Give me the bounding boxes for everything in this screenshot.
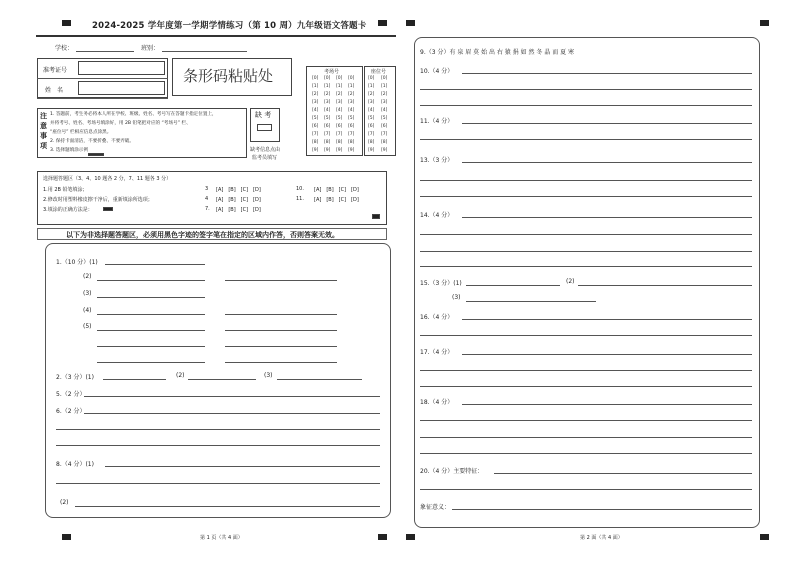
fill-example — [88, 153, 104, 156]
q14-label: 14.（4 分） — [420, 212, 454, 219]
q16-answer-1[interactable] — [462, 319, 752, 320]
name-label: 姓 名 — [45, 87, 64, 94]
divider — [37, 78, 168, 79]
q6-answer-3[interactable] — [56, 445, 380, 446]
digit-bubble[interactable]: [3] — [348, 100, 355, 105]
q16-answer-2[interactable] — [420, 335, 752, 336]
digit-bubble[interactable]: [4] — [368, 108, 375, 113]
notice-item: “座位号” 栏相应信息点涂黑。 — [50, 130, 112, 135]
choice-title: 选择题答题区（3、4、10 题各 2 分，7、11 题各 3 分） — [43, 176, 172, 182]
digit-bubble[interactable]: [0] — [348, 76, 355, 81]
correct-fill-example — [103, 207, 113, 211]
answer-area-page2 — [414, 37, 760, 528]
q20-answer-2[interactable] — [420, 489, 752, 490]
q1-answer-4[interactable] — [97, 314, 205, 315]
corner-mark — [378, 534, 387, 540]
choice-q: 10. — [296, 186, 304, 192]
q18-label: 18.（4 分） — [420, 399, 454, 406]
q18-answer-2[interactable] — [420, 420, 752, 421]
q11-label: 11.（4 分） — [420, 118, 454, 125]
digit-bubble[interactable]: [2] — [312, 92, 319, 97]
q20-answer-1[interactable] — [494, 473, 752, 474]
notice-label-char: 事 — [40, 132, 47, 140]
q8-answer-1[interactable] — [105, 466, 380, 467]
choice-options[interactable]: [A] [B] [C] [D] — [314, 187, 359, 193]
q6-label: 6.（2 分） — [56, 408, 86, 415]
q10-label: 10.（4 分） — [420, 68, 454, 75]
q6-answer-1[interactable] — [84, 413, 380, 414]
digit-bubble[interactable]: [1] — [324, 84, 331, 89]
digit-bubble[interactable]: [9] — [348, 148, 355, 153]
digit-bubble[interactable]: [7] — [381, 132, 388, 137]
q1-sub: (2) — [83, 273, 92, 280]
digit-bubble[interactable]: [2] — [324, 92, 331, 97]
digit-bubble[interactable]: [3] — [368, 100, 375, 105]
q17-answer-2[interactable] — [420, 370, 752, 371]
q20-label: 20.（4 分）主要特征： — [420, 468, 484, 475]
digit-bubble[interactable]: [9] — [336, 148, 343, 153]
q5-label: 5.（2 分） — [56, 391, 86, 398]
digit-bubble[interactable]: [5] — [324, 116, 331, 121]
digit-bubble[interactable]: [8] — [324, 140, 331, 145]
digit-bubble[interactable]: [2] — [348, 92, 355, 97]
digit-bubble[interactable]: [0] — [324, 76, 331, 81]
digit-bubble[interactable]: [6] — [381, 124, 388, 129]
digit-bubble[interactable]: [5] — [368, 116, 375, 121]
absent-title: 缺 考 — [255, 111, 272, 119]
digit-bubble[interactable]: [1] — [348, 84, 355, 89]
q5-answer[interactable] — [84, 396, 380, 397]
digit-bubble[interactable]: [3] — [324, 100, 331, 105]
q2-answer-1[interactable] — [103, 379, 166, 380]
digit-bubble[interactable]: [6] — [336, 124, 343, 129]
q8-sub: (2) — [60, 499, 69, 506]
q1-sub: (5) — [83, 323, 92, 330]
q1-answer-7b[interactable] — [225, 362, 337, 363]
digit-bubble[interactable]: [5] — [312, 116, 319, 121]
choice-q: 7. — [205, 206, 210, 212]
notice-item: 1. 答题前，考生务必将本人所在学校、班级、姓名、考号写在答题卡指定位置上， — [50, 112, 217, 117]
corner-mark — [406, 534, 415, 540]
q10-answer-2[interactable] — [420, 89, 752, 90]
q2-label: 2.（3 分）(1) — [56, 374, 94, 381]
corner-mark — [760, 20, 769, 26]
notice-label-char: 项 — [40, 142, 47, 150]
choice-note-3: 3.填涂的正确方法是： — [43, 207, 93, 213]
digit-bubble[interactable]: [6] — [348, 124, 355, 129]
q14-answer-3[interactable] — [420, 251, 752, 252]
digit-bubble[interactable]: [1] — [312, 84, 319, 89]
digit-bubble[interactable]: [0] — [312, 76, 319, 81]
digit-bubble[interactable]: [6] — [312, 124, 319, 129]
corner-mark — [62, 534, 71, 540]
q11-answer-2[interactable] — [420, 139, 752, 140]
digit-bubble[interactable]: [1] — [336, 84, 343, 89]
q18-answer-1[interactable] — [462, 404, 752, 405]
digit-bubble[interactable]: [4] — [312, 108, 319, 113]
choice-q: 11. — [296, 196, 304, 202]
barcode-label: 条形码粘贴处 — [183, 67, 274, 85]
digit-bubble[interactable]: [5] — [336, 116, 343, 121]
digit-bubble[interactable]: [8] — [348, 140, 355, 145]
q20-answer-3[interactable] — [452, 509, 752, 510]
q8-answer-2[interactable] — [56, 483, 380, 484]
notice-label-char: 意 — [40, 122, 47, 130]
digit-bubble[interactable]: [0] — [336, 76, 343, 81]
q1-answer-2b[interactable] — [225, 280, 337, 281]
q15-sub: (2) — [566, 278, 575, 285]
choice-q: 4 — [205, 196, 209, 202]
q9-label: 9.（3 分）有 泉 眉 莫 始 出 右 猿 捐 如 然 冬 晶 而 夏 寒 — [420, 49, 575, 56]
digit-bubble[interactable]: [7] — [324, 132, 331, 137]
q13-answer-2[interactable] — [420, 180, 752, 181]
digit-bubble[interactable]: [8] — [336, 140, 343, 145]
q14-answer-1[interactable] — [462, 217, 752, 218]
digit-bubble[interactable]: [2] — [336, 92, 343, 97]
digit-bubble[interactable]: [7] — [312, 132, 319, 137]
name-field[interactable] — [78, 81, 165, 95]
digit-bubble[interactable]: [3] — [336, 100, 343, 105]
corner-mark — [62, 20, 71, 26]
choice-options[interactable]: [A] [B] [C] [D] — [314, 197, 359, 203]
digit-bubble[interactable]: [1] — [381, 84, 388, 89]
q15-sub: (3) — [452, 294, 461, 301]
class-field[interactable] — [162, 51, 247, 52]
choice-options[interactable]: [A] [B] [C] [D] — [216, 187, 261, 193]
digit-bubble[interactable]: [2] — [368, 92, 375, 97]
digit-bubble[interactable]: [7] — [336, 132, 343, 137]
q11-answer-1[interactable] — [462, 123, 752, 124]
q14-answer-4[interactable] — [420, 266, 752, 267]
digit-bubble[interactable]: [7] — [368, 132, 375, 137]
choice-q: 3 — [205, 186, 209, 192]
page2-footer: 第 2 面（共 4 面） — [580, 535, 623, 541]
digit-bubble[interactable]: [9] — [381, 148, 388, 153]
absent-note-2: 监考员填写 — [252, 155, 278, 161]
digit-bubble[interactable]: [6] — [368, 124, 375, 129]
q2-sub: (3) — [264, 372, 273, 379]
digit-bubble[interactable]: [9] — [368, 148, 375, 153]
q13-answer-3[interactable] — [420, 196, 752, 197]
absent-note: 缺考信息点由 — [250, 147, 281, 153]
school-label: 学校： — [55, 45, 74, 52]
q1-answer-3[interactable] — [97, 297, 205, 298]
digit-bubble[interactable]: [4] — [348, 108, 355, 113]
q17-answer-3[interactable] — [420, 386, 752, 387]
digit-bubble[interactable]: [8] — [368, 140, 375, 145]
choice-end-mark — [372, 214, 380, 219]
q20-sub: 象征意义： — [420, 504, 451, 511]
q15-answer-1[interactable] — [466, 285, 560, 286]
digit-bubble[interactable]: [0] — [368, 76, 375, 81]
q6-answer-2[interactable] — [56, 429, 380, 430]
q10-answer-1[interactable] — [462, 73, 752, 74]
q13-answer-1[interactable] — [462, 162, 752, 163]
q2-sub: (2) — [176, 372, 185, 379]
q16-label: 16.（4 分） — [420, 314, 454, 321]
q18-answer-3[interactable] — [420, 437, 752, 438]
digit-bubble[interactable]: [4] — [336, 108, 343, 113]
answer-area-page1 — [45, 243, 391, 518]
warning-text: 以下为非选择题答题区，必须用黑色字迹的签字笔在指定的区域内作答，否则答案无效。 — [66, 231, 339, 239]
q1-answer-4b[interactable] — [225, 314, 337, 315]
q15-label: 15.（3 分）(1) — [420, 280, 462, 287]
q1-answer-5b[interactable] — [225, 330, 337, 331]
school-field[interactable] — [76, 51, 134, 52]
absent-checkbox[interactable] — [257, 124, 272, 131]
page1-footer: 第 1 页（共 4 面） — [200, 535, 243, 541]
exam-room-header: 考场号 — [324, 69, 340, 75]
digit-bubble[interactable]: [6] — [324, 124, 331, 129]
q1-answer-7[interactable] — [97, 362, 205, 363]
corner-mark — [760, 534, 769, 540]
digit-bubble[interactable]: [4] — [324, 108, 331, 113]
choice-options[interactable]: [A] [B] [C] [D] — [216, 197, 261, 203]
q1-sub: (3) — [83, 290, 92, 297]
q13-label: 13.（3 分） — [420, 157, 454, 164]
digit-bubble[interactable]: [9] — [324, 148, 331, 153]
page-title: 2024-2025 学年度第一学期学情练习（第 10 周）九年级语文答题卡 — [92, 21, 367, 31]
choice-options[interactable]: [A] [B] [C] [D] — [216, 207, 261, 213]
digit-bubble[interactable]: [3] — [312, 100, 319, 105]
digit-bubble[interactable]: [4] — [381, 108, 388, 113]
q14-answer-2[interactable] — [420, 234, 752, 235]
q8-label: 8.（4 分）(1) — [56, 461, 94, 468]
notice-item: 并将考号、姓名、考场号填涂好，用 2B 铅笔把对应的 “考场号” 栏、 — [50, 121, 191, 126]
q15-answer-2[interactable] — [578, 285, 752, 286]
q1-answer-2[interactable] — [97, 280, 205, 281]
digit-bubble[interactable]: [2] — [381, 92, 388, 97]
notice-item: 3. 选择题填涂示例 — [50, 148, 89, 153]
q1-answer-6b[interactable] — [225, 346, 337, 347]
title-rule — [36, 35, 396, 37]
q15-answer-3[interactable] — [466, 301, 596, 302]
digit-bubble[interactable]: [7] — [348, 132, 355, 137]
q18-answer-4[interactable] — [420, 453, 752, 454]
corner-mark — [378, 20, 387, 26]
choice-note-2: 2.修改时用塑料橡皮擦干净后，重新填涂所选项； — [43, 197, 153, 203]
digit-bubble[interactable]: [0] — [381, 76, 388, 81]
digit-bubble[interactable]: [5] — [381, 116, 388, 121]
digit-bubble[interactable]: [8] — [312, 140, 319, 145]
notice-item: 2. 保持卡面清洁，不要折叠、不要弄破。 — [50, 139, 134, 144]
q1-answer-6[interactable] — [97, 346, 205, 347]
q1-label: 1.（10 分）(1) — [56, 259, 98, 266]
q17-answer-1[interactable] — [462, 354, 752, 355]
divider — [37, 98, 168, 99]
corner-mark — [406, 20, 415, 26]
q1-sub: (4) — [83, 307, 92, 314]
q1-answer-5[interactable] — [97, 330, 205, 331]
seat-header: 座位号 — [371, 69, 387, 75]
choice-note-1: 1.用 2B 铅笔填涂； — [43, 187, 88, 193]
notice-label-char: 注 — [40, 112, 47, 120]
class-label: 班别： — [141, 45, 160, 52]
q2-answer-2[interactable] — [188, 379, 256, 380]
digit-bubble[interactable]: [9] — [312, 148, 319, 153]
digit-bubble[interactable]: [8] — [381, 140, 388, 145]
digit-bubble[interactable]: [5] — [348, 116, 355, 121]
q17-label: 17.（4 分） — [420, 349, 454, 356]
q10-answer-3[interactable] — [420, 105, 752, 106]
exam-no-label: 准考证号 — [43, 67, 68, 74]
q8-answer-3[interactable] — [75, 506, 380, 507]
exam-no-field[interactable] — [78, 61, 165, 75]
digit-bubble[interactable]: [1] — [368, 84, 375, 89]
q2-answer-3[interactable] — [277, 379, 362, 380]
q1-answer-1[interactable] — [105, 264, 205, 265]
digit-bubble[interactable]: [3] — [381, 100, 388, 105]
